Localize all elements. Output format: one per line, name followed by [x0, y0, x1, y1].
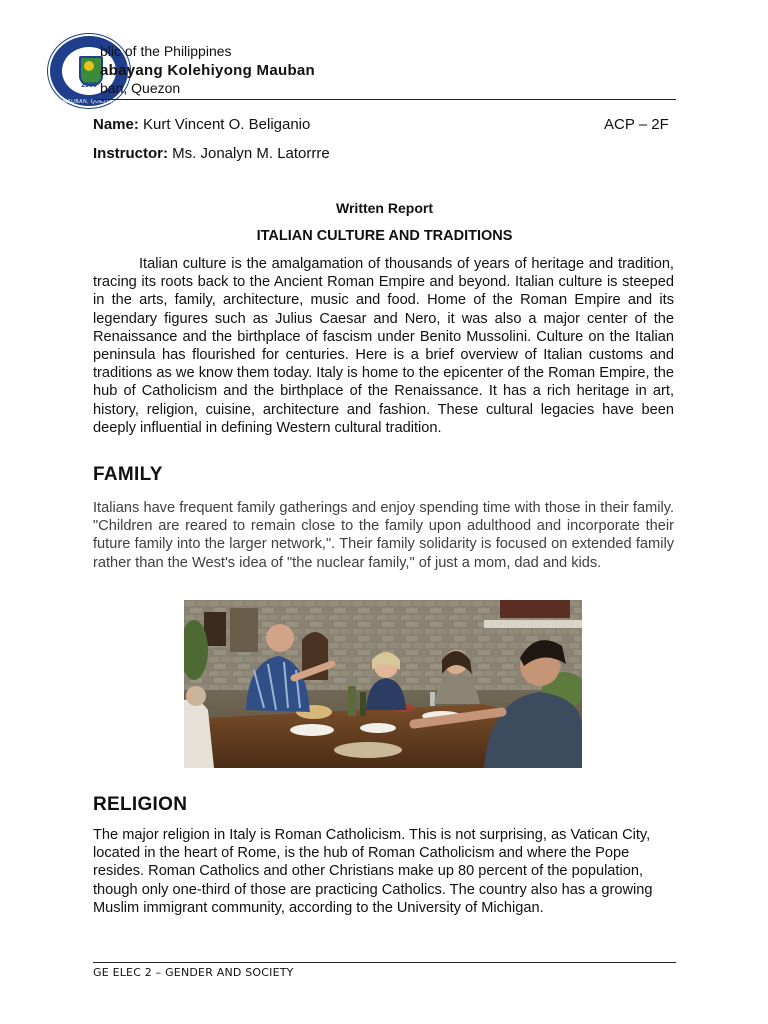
report-title: ITALIAN CULTURE AND TRADITIONS: [256, 228, 513, 244]
family-heading: FAMILY: [93, 464, 163, 485]
report-type: Written Report: [336, 200, 433, 216]
class-section: ACP – 2F: [604, 116, 669, 133]
letterhead-location: ban, Quezon: [100, 80, 181, 96]
name-label: Name:: [93, 116, 139, 133]
family-dinner-photo: [184, 600, 582, 768]
student-name: [93, 116, 310, 133]
religion-heading: RELIGION: [93, 794, 188, 815]
letterhead-line-1: blic of the Philippines: [100, 43, 232, 59]
intro-paragraph: Italian culture is the amalgamation of thousands of years of heritage and tradition, tracing its roots back to the Ancient Roman Empire and beyond. Italian culture is steeped in the arts, family, architecture, music and food. Home of the Roman Empire and its legendary figures such as Julius Caesar and Nero, it was also a major center of the Renaissance and the birthplace of fascism under Benito Mussolini. Culture on the Italian peninsula has flourished for centuries. Here is a brief overview of Italian customs and traditions as we know them today. Italy is home to the epicenter of the Roman Empire, the hub of Catholicism and the birthplace of the Renaissance. It has a rich heritage in art, history, religion, cuisine, architecture and fashion. These cultural legacies have been deeply influential in defining Western cultural tradition.: [93, 256, 674, 436]
name-value: Kurt Vincent O. Beliganio: [138, 116, 311, 133]
instructor-label: Instructor:: [93, 145, 168, 162]
footer-rule: [93, 962, 676, 963]
family-paragraph: Italians have frequent family gatherings and enjoy spending time with those in their family. "Children are reared to remain close to the family upon adulthood and incorporate their future family into the larger network,". Their family solidarity is focused on extended family rather than the West's idea of "the nuclear family," of just a mom, dad and kids.: [93, 500, 674, 571]
college-seal-logo: 2005 MAUBAN, QUEZON: [50, 36, 128, 106]
letterhead-college-name: abayang Kolehiyong Mauban: [100, 62, 316, 79]
page-footer: GE ELEC 2 – GENDER AND SOCIETY: [93, 966, 294, 979]
instructor-value: Ms. Jonalyn M. Latorrre: [168, 145, 330, 162]
header-rule: [93, 99, 676, 100]
religion-paragraph: The major religion in Italy is Roman Catholicism. This is not surprising, as Vatican City, located in the heart of Rome, is the hub of Roman Catholicism and where the Pope resides. Roman Catholics and other Christians make up 80 percent of the population, though only one-third of those are practicing Catholics. The country also has a growing Muslim immigrant community, according to the University of Michigan.: [93, 827, 653, 916]
instructor-name: [93, 145, 330, 162]
